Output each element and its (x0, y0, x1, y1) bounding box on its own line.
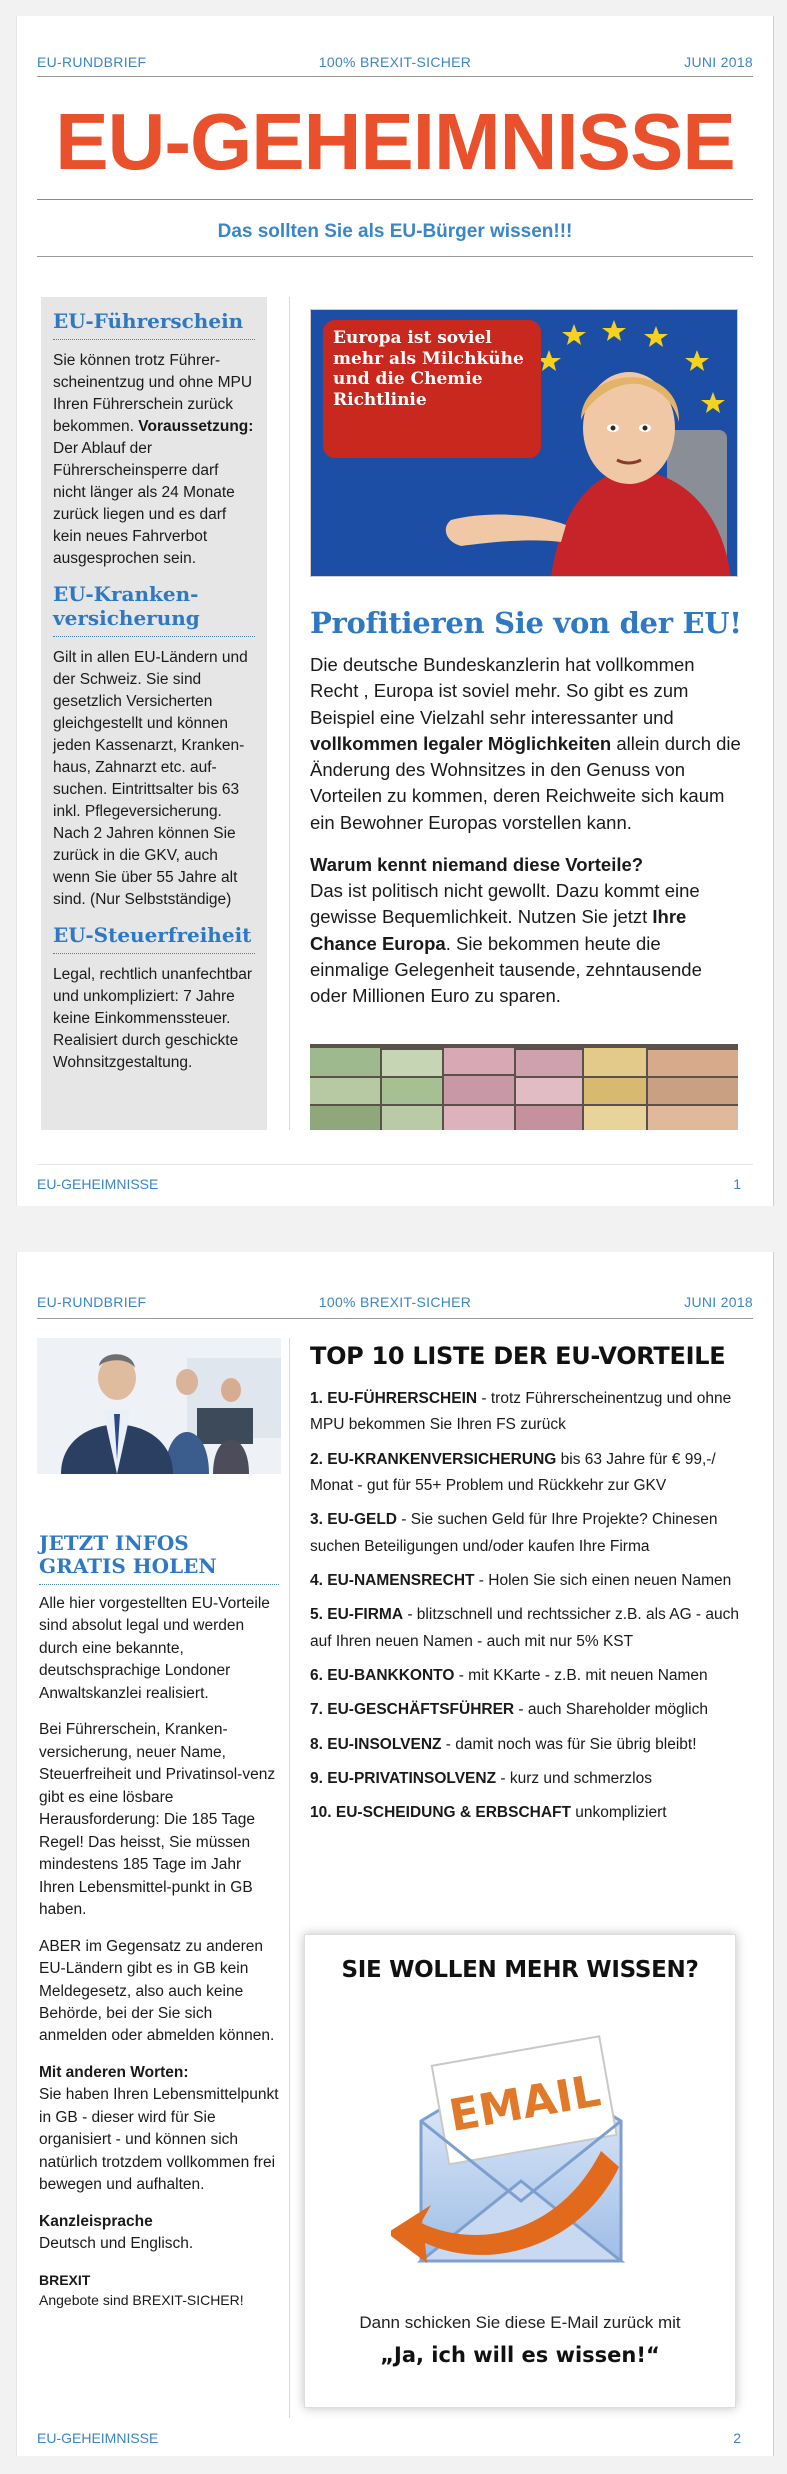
top10-item-text: - blitzschnell und rechtssicher z.B. als AG - auch auf Ihren neuen Namen - auch mit nur 5% KST (310, 1606, 740, 1650)
sidebar-text-krankenversicherung: Gilt in allen EU-Ländern und der Schweiz. Sie sind gesetzlich Versicherten gleichgestellt und können jeden Kassenarzt, Kranken-haus, Zahnarzt etc. auf-suchen. Eintrittsalter bis 63 inkl. Pflegeversicherung. Nach 2 Jahren können Sie zurück in die GKV, auch wenn Sie über 55 Jahre alt sind. (Nur Selbstständige) (53, 649, 248, 908)
text-part: Angebote sind BREXIT-SICHER! (39, 2291, 244, 2308)
top10-title: TOP 10 LISTE DER EU-VORTEILE (310, 1342, 726, 1370)
text-bold: vollkommen legaler Möglichkeiten (310, 732, 612, 754)
newsletter-page-1 (16, 16, 774, 1206)
masthead-rule (37, 199, 753, 200)
sidebar-divider (39, 1584, 279, 1585)
top10-item (310, 1507, 747, 1560)
header-center: 100% BREXIT-SICHER (318, 1294, 472, 1310)
cta-question: SIE WOLLEN MEHR WISSEN? (341, 1957, 699, 1983)
cta-reply-phrase: „Ja, ich will es wissen!“ (380, 2343, 660, 2367)
text-part: Deutsch und Englisch. (39, 2235, 194, 2253)
footer-title: EU-GEHEIMNISSE (37, 1176, 159, 1192)
top10-item (310, 1732, 747, 1758)
office-photo (37, 1338, 281, 1474)
top10-item-number: 2. (310, 1450, 323, 1468)
newsletter-page-2 (16, 1252, 774, 2456)
column-divider (289, 1338, 290, 2418)
tagline-rule (37, 256, 753, 257)
top10-item-number: 10. (310, 1804, 332, 1822)
text-part: Die deutsche Bundeskanzlerin hat vollkommen Recht , Europa ist soviel mehr. So gibt es zum Beispiel eine Vielzahl sehr interessanter und (310, 654, 695, 728)
masthead-title: EU-GEHEIMNISSE (55, 97, 735, 186)
top10-item-title: EU-GELD (327, 1511, 397, 1529)
header-rule (37, 76, 753, 77)
header-left: EU-RUNDBRIEF (37, 1294, 147, 1310)
top10-item-title: EU-INSOLVENZ (327, 1735, 442, 1753)
tagline: Das sollten Sie als EU-Bürger wissen!!! (217, 221, 573, 242)
sidebar-paragraph (39, 2211, 279, 2256)
sidebar-bold-voraussetzung: Voraussetzung: (138, 418, 254, 435)
cartoon-image (310, 309, 738, 577)
footer-rule (37, 1164, 753, 1165)
sidebar-paragraph (39, 2062, 279, 2197)
top10-item-text: - mit KKarte - z.B. mit neuen Namen (454, 1667, 708, 1685)
top10-item-text: - Holen Sie sich einen neuen Namen (474, 1572, 732, 1590)
header-rule (37, 1318, 753, 1319)
sidebar-heading-steuerfreiheit: EU-Steuerfreiheit (53, 923, 252, 947)
header-date: JUNI 2018 (684, 54, 753, 70)
top10-item-number: 8. (310, 1735, 323, 1753)
sidebar-paragraph (39, 2270, 279, 2311)
top10-item-number: 7. (310, 1701, 323, 1719)
article-paragraph-2 (310, 852, 743, 1010)
header-center: 100% BREXIT-SICHER (318, 54, 472, 70)
sidebar-heading-gratis (39, 1532, 279, 1578)
top10-item-number: 6. (310, 1667, 323, 1685)
text-part: Sie haben Ihren Lebensmittelpunkt in GB - dieser wird für Sie organisiert - und können sich natürlich trotzdem vollkommen frei bewegen und aufhalten. (39, 2086, 279, 2194)
money-photo (310, 1044, 738, 1130)
page-number: 1 (733, 1176, 741, 1192)
sidebar (41, 297, 267, 1130)
banknote-stacks-image (310, 1044, 738, 1130)
email-envelope-icon (391, 2001, 651, 2301)
sidebar-heading-fuehrerschein: EU-Führerschein (53, 309, 244, 333)
sidebar-divider (53, 339, 255, 340)
column-divider (289, 297, 290, 1130)
text-part: allein durch die Änderung des Wohnsitzes in den Genuss von Vorteilen zu kommen, deren Reichweite sich kaum ein Bewohner Europas vorstellen kann. (310, 732, 741, 833)
top10-item (310, 1447, 747, 1500)
top10-item (310, 1766, 747, 1792)
sidebar-paragraph: Bei Führerschein, Kranken-versicherung, neuer Name, Steuerfreiheit und Privatinsol-venz gibt es eine lösbare Herausforderung: Die 185 Tage Regel! Das heisst, Sie müssen mindestens 185 Tage im Jahr Ihren Lebensmittel-punkt in GB haben. (39, 1721, 276, 1919)
text-bold: Ihre Chance Europa (310, 906, 687, 954)
article-paragraph-1 (310, 652, 743, 836)
top10-item-text: bis 63 Jahre für € 99,-/ Monat - gut für 55+ Problem und Rückkehr zur GKV (310, 1450, 716, 1495)
top10-item-number: 5. (310, 1606, 323, 1624)
top10-item-title: EU-BANKKONTO (327, 1667, 455, 1685)
cta-send-text: Dann schicken Sie diese E-Mail zurück mit (359, 2313, 681, 2332)
header-left: EU-RUNDBRIEF (37, 54, 147, 70)
article-headline: Profitieren Sie von der EU! (310, 606, 742, 640)
text-bold: BREXIT (39, 2271, 91, 2288)
sidebar-heading-krankenversicherung (53, 582, 255, 630)
top10-item-text: - trotz Führerscheinentzug und ohne MPU bekommen Sie Ihren FS zurück (310, 1390, 732, 1434)
article-body (310, 652, 743, 1025)
heading-line: EU-Kranken- (53, 582, 199, 606)
sidebar-paragraph: ABER im Gegensatz zu anderen EU-Ländern gibt es in GB kein Meldegesetz, also auch keine Behörde, bei der Sie sich anmelden oder abmelden können. (39, 1937, 275, 2045)
text-part: . Sie bekommen heute die einmalige Gelegenheit tausende, zehntausende oder Millionen Euro zu sparen. (310, 932, 702, 1007)
top10-item (310, 1663, 747, 1689)
top10-item-title: EU-NAMENSRECHT (327, 1572, 475, 1590)
text-bold: Kanzleisprache (39, 2212, 153, 2230)
page-number: 2 (733, 2430, 741, 2446)
top10-item (310, 1800, 747, 1826)
header-date: JUNI 2018 (684, 1294, 753, 1310)
top10-item (310, 1386, 747, 1439)
top10-item-text: - damit noch was für Sie übrig bleibt! (441, 1735, 697, 1753)
email-cta-box[interactable] (304, 1934, 736, 2408)
footer-title: EU-GEHEIMNISSE (37, 2430, 159, 2446)
info-sidebar (39, 1532, 279, 2324)
text-bold: Warum kennt niemand diese Vorteile? (310, 853, 644, 875)
heading-line: JETZT INFOS (39, 1531, 189, 1555)
top10-item (310, 1568, 747, 1594)
top10-item-title: EU-SCHEIDUNG & ERBSCHAFT (335, 1804, 571, 1822)
text-part: Das ist politisch nicht gewollt. Dazu kommt eine gewisse Bequemlichkeit. Nutzen Sie jetzt (310, 880, 700, 928)
sidebar-paragraph: Alle hier vorgestellten EU-Vorteile sind absolut legal und werden durch eine bekannte, deutschsprachige Londoner Anwaltskanzlei realisiert. (39, 1595, 270, 1702)
text-bold: Mit anderen Worten: (39, 2063, 189, 2081)
heading-line: versicherung (53, 606, 200, 630)
sidebar-text-fuehrerschein (53, 350, 255, 570)
top10-item-text: - kurz und schmerzlos (496, 1770, 652, 1788)
top10-item-text: unkompliziert (570, 1804, 667, 1822)
top10-item-title: EU-PRIVATINSOLVENZ (327, 1770, 497, 1788)
top10-item-title: EU-KRANKENVERSICHERUNG (327, 1450, 557, 1468)
top10-item-number: 9. (310, 1770, 323, 1788)
cartoon-speech-bubble: Europa ist soviel mehr als Milchkühe und die Chemie Richtlinie (323, 320, 541, 458)
top10-list-section (310, 1342, 747, 1835)
sidebar-divider (53, 636, 255, 637)
top10-item-text: - auch Shareholder möglich (514, 1701, 708, 1719)
top10-item-title: EU-GESCHÄFTSFÜHRER (327, 1701, 515, 1719)
sidebar-text-steuerfreiheit: Legal, rechtlich unanfechtbar und unkompliziert: 7 Jahre keine Einkommenssteuer. Realisiert durch geschickte Wohnsitzgestaltung. (53, 966, 253, 1071)
heading-line: GRATIS HOLEN (39, 1554, 217, 1578)
sidebar-text-part: Sie können trotz Führer-scheinentzug und ohne MPU Ihren Führerschein zurück bekommen. (53, 352, 253, 435)
top10-item (310, 1697, 747, 1723)
top10-item-number: 1. (310, 1390, 323, 1407)
top10-list (310, 1386, 747, 1827)
sidebar-divider (53, 953, 255, 954)
top10-item-number: 4. (310, 1572, 323, 1590)
sidebar-text-part: Der Ablauf der Führerscheinsperre darf nicht länger als 24 Monate zurück liegen und es darf kein neues Fahrverbot ausgesprochen sein. (53, 440, 235, 567)
top10-item-title: EU-FÜHRERSCHEIN (327, 1390, 478, 1407)
top10-item-title: EU-FIRMA (327, 1606, 404, 1624)
email-label: EMAIL (445, 2065, 605, 2143)
top10-item (310, 1602, 747, 1655)
business-people-image (37, 1338, 281, 1474)
top10-item-text: - Sie suchen Geld für Ihre Projekte? Chinesen suchen Beteiligungen und/oder kaufen Ihre Firma (310, 1511, 718, 1555)
top10-item-number: 3. (310, 1511, 323, 1529)
